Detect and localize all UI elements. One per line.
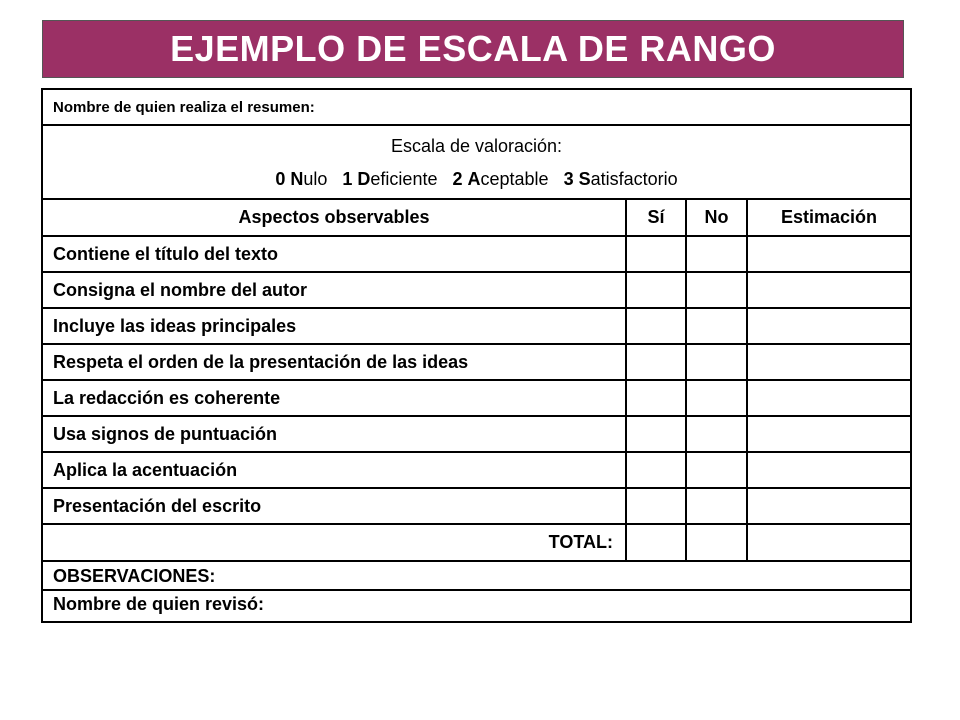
yes-cell[interactable] — [626, 488, 686, 524]
yes-cell[interactable] — [626, 416, 686, 452]
estimate-cell[interactable] — [747, 452, 910, 488]
table-row — [43, 416, 910, 452]
col-header-estimate: Estimación — [747, 200, 910, 236]
table-row — [43, 380, 910, 416]
scale-title-text: Escala de valoración: — [390, 136, 563, 156]
estimate-cell[interactable] — [747, 416, 910, 452]
no-cell[interactable] — [686, 308, 747, 344]
yes-cell[interactable] — [626, 344, 686, 380]
no-cell[interactable] — [686, 236, 747, 272]
estimate-cell[interactable] — [747, 488, 910, 524]
observations-label: OBSERVACIONES: — [53, 566, 216, 586]
aspect-label: La redacción es coherente — [43, 380, 626, 416]
total-yes-cell[interactable] — [626, 524, 686, 561]
no-cell[interactable] — [686, 272, 747, 308]
no-cell[interactable] — [686, 416, 747, 452]
yes-cell[interactable] — [626, 272, 686, 308]
total-no-cell[interactable] — [686, 524, 747, 561]
summary-author-row[interactable] — [43, 90, 910, 126]
table-row — [43, 272, 910, 308]
aspect-label: Consigna el nombre del autor — [43, 272, 626, 308]
table-row — [43, 236, 910, 272]
summary-author-label: Nombre de quien realiza el resumen: — [53, 99, 315, 116]
scale-item-3: 3 Satisfactorio — [563, 169, 678, 189]
col-header-no: No — [686, 200, 747, 236]
aspect-label: Presentación del escrito — [43, 488, 626, 524]
table-row — [43, 452, 910, 488]
reviewer-row[interactable] — [43, 591, 910, 621]
scale-legend — [43, 126, 910, 200]
col-header-yes: Sí — [626, 200, 686, 236]
estimate-cell[interactable] — [747, 236, 910, 272]
table-row — [43, 308, 910, 344]
page-title: EJEMPLO DE ESCALA DE RANGO — [170, 28, 776, 69]
no-cell[interactable] — [686, 344, 747, 380]
estimate-cell[interactable] — [747, 308, 910, 344]
aspect-label: Usa signos de puntuación — [43, 416, 626, 452]
estimate-cell[interactable] — [747, 380, 910, 416]
scale-item-0: 0 Nulo — [275, 169, 328, 189]
no-cell[interactable] — [686, 452, 747, 488]
reviewer-label: Nombre de quien revisó: — [53, 594, 265, 614]
yes-cell[interactable] — [626, 452, 686, 488]
rating-scale-form — [41, 88, 912, 623]
aspect-label: Aplica la acentuación — [43, 452, 626, 488]
estimate-cell[interactable] — [747, 344, 910, 380]
total-estimate-cell[interactable] — [747, 524, 910, 561]
table-row — [43, 488, 910, 524]
no-cell[interactable] — [686, 380, 747, 416]
yes-cell[interactable] — [626, 380, 686, 416]
estimate-cell[interactable] — [747, 272, 910, 308]
scale-title — [43, 136, 910, 157]
no-cell[interactable] — [686, 488, 747, 524]
evaluation-table — [43, 200, 910, 562]
col-header-aspects: Aspectos observables — [43, 200, 626, 236]
table-header-row — [43, 200, 910, 236]
aspect-label: Incluye las ideas principales — [43, 308, 626, 344]
total-label: TOTAL: — [43, 524, 626, 561]
total-row — [43, 524, 910, 561]
title-banner — [42, 20, 904, 78]
scale-item-1: 1 Deficiente — [342, 169, 438, 189]
scale-items — [43, 169, 910, 190]
yes-cell[interactable] — [626, 236, 686, 272]
observations-row[interactable] — [43, 565, 910, 591]
yes-cell[interactable] — [626, 308, 686, 344]
aspect-label: Contiene el título del texto — [43, 236, 626, 272]
scale-item-2: 2 Aceptable — [452, 169, 549, 189]
table-row — [43, 344, 910, 380]
aspect-label: Respeta el orden de la presentación de las ideas — [43, 344, 626, 380]
